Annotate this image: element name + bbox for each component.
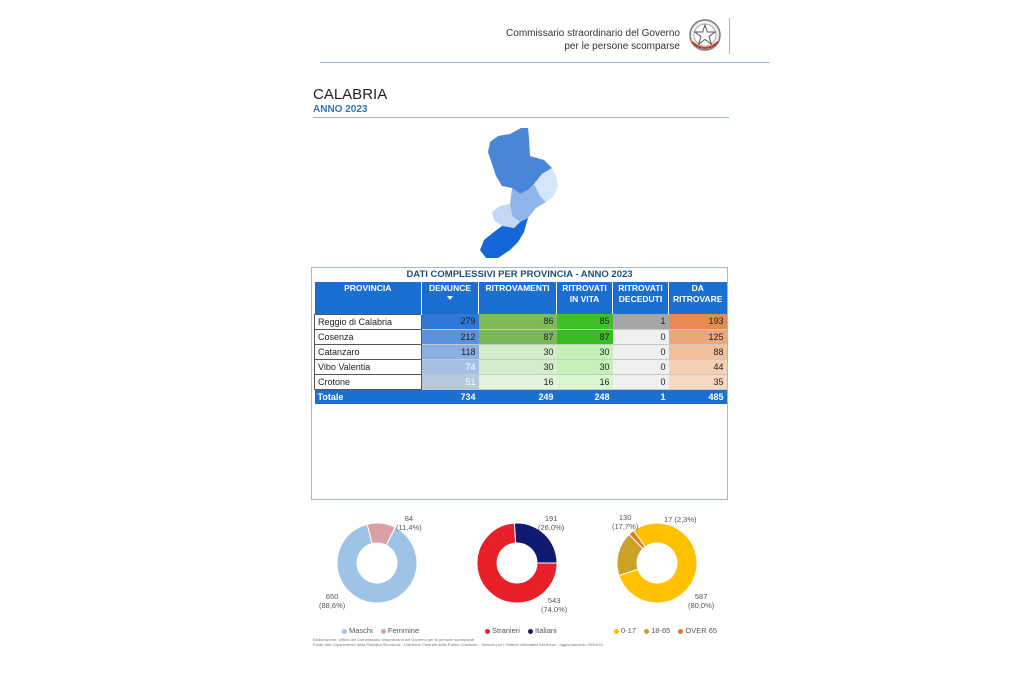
source-note [313,637,603,647]
col-header-provincia [315,282,422,314]
legend-item-stranieri [485,626,520,635]
cell-ritrovamenti: 30 [479,344,557,359]
cell-total-ritrovamenti: 249 [479,389,557,404]
organization-name-line1: Commissario straordinario del Governo [506,28,680,39]
age-0-17-value: 587 [694,592,708,601]
year-subtitle: ANNO 2023 [313,104,368,115]
col-header-ritrovati-in-vita [557,282,613,314]
legend-item-over-65 [678,626,717,635]
legend-swatch-femmine [381,629,386,634]
nationality-donut-chart [473,523,561,603]
italian-republic-emblem-icon [688,18,722,52]
calabria-provinces-map [474,124,566,262]
legend-swatch-18-65 [644,629,649,634]
age-0-17-data-label [688,592,714,610]
col-header-provincia-label: PROVINCIA [344,283,392,293]
cell-denunce: 74 [422,359,479,374]
cell-deceduti: 0 [613,374,669,389]
legend-item-italiani [528,626,557,635]
cell-da-ritrovare: 125 [669,329,727,344]
cell-deceduti: 0 [613,344,669,359]
cell-ritrovamenti: 30 [479,359,557,374]
cell-deceduti: 1 [613,314,669,329]
cell-total-da-ritrovare: 485 [669,389,727,404]
cell-in-vita: 16 [557,374,613,389]
nationality-stranieri-value: 543 [547,596,561,605]
cell-denunce: 118 [422,344,479,359]
table-title: DATI COMPLESSIVI PER PROVINCIA - ANNO 2023 [406,269,633,280]
cell-denunce: 51 [422,374,479,389]
age-over-65-value: 17 (2,3%) [664,515,697,524]
cell-denunce: 279 [422,314,479,329]
col-header-da-ritrovare-label: DA RITROVARE [673,283,723,304]
title-divider [313,117,729,118]
legend-swatch-stranieri [485,629,490,634]
cell-in-vita: 30 [557,359,613,374]
col-header-da-ritrovare [669,282,727,314]
age-18-65-data-label [612,513,638,531]
table-total-row [315,389,727,404]
source-note-line1: Elaborazione: Ufficio del Commissario straordinario del Governo per le persone scomparse [313,637,475,642]
source-note-line2: Fonte dati: Dipartimento della Pubblica Sicurezza - Direzione Centrale della Polizia Criminale - Servizio per i Sistemi Informativi Interforze - aggiornamento 29/04/24 [313,642,603,647]
age-18-65-value: 130 [618,513,632,522]
cell-denunce: 212 [422,329,479,344]
col-header-ritrovamenti [479,282,557,314]
sort-descending-icon[interactable] [447,296,453,300]
nationality-stranieri-percent: (74,0%) [541,605,568,614]
organization-name [470,27,680,53]
cell-provincia: Catanzaro [315,344,422,359]
cell-in-vita: 85 [557,314,613,329]
legend-label-femmine: Femmine [387,626,420,635]
cell-da-ritrovare: 193 [669,314,727,329]
gender-donut-chart [333,523,421,603]
cell-total-denunce: 734 [422,389,479,404]
col-header-ritrovati-deceduti-label: RITROVATI DECEDUTI [618,283,663,304]
legend-item-femmine [381,626,419,635]
age-over-65-data-label [664,515,697,524]
header-divider [320,62,770,63]
age-18-65-percent: (17,7%) [612,522,639,531]
organization-name-line2: per le persone scomparse [564,41,680,52]
gender-legend [342,626,425,635]
legend-item-maschi [342,626,373,635]
cell-provincia: Reggio di Calabria [315,314,422,329]
cell-total-label: Totale [315,389,422,404]
cell-da-ritrovare: 88 [669,344,727,359]
legend-label-maschi: Maschi [349,626,373,635]
gender-female-value: 84 [404,514,414,523]
table-row [315,344,727,359]
col-header-ritrovamenti-label: RITROVAMENTI [485,283,550,293]
cell-da-ritrovare: 35 [669,374,727,389]
legend-item-0-17 [614,626,636,635]
col-header-denunce[interactable] [422,282,479,314]
gender-female-data-label [396,514,422,532]
gender-male-value: 650 [325,592,339,601]
cell-provincia: Vibo Valentia [315,359,422,374]
cell-deceduti: 0 [613,359,669,374]
col-header-denunce-label: DENUNCE [428,283,472,293]
legend-swatch-over-65 [678,629,683,634]
cell-ritrovamenti: 16 [479,374,557,389]
age-0-17-percent: (80,0%) [688,601,715,610]
table-header-row [315,282,727,314]
cell-provincia: Crotone [315,374,422,389]
table-row [315,359,727,374]
legend-swatch-maschi [342,629,347,634]
table-row [315,329,727,344]
col-header-ritrovati-in-vita-label: RITROVATI IN VITA [562,283,607,304]
gender-female-percent: (11,4%) [396,523,422,532]
col-header-ritrovati-deceduti [613,282,669,314]
legend-label-stranieri: Stranieri [492,626,520,635]
cell-deceduti: 0 [613,329,669,344]
cell-ritrovamenti: 87 [479,329,557,344]
cell-ritrovamenti: 86 [479,314,557,329]
legend-swatch-0-17 [614,629,619,634]
legend-item-18-65 [644,626,670,635]
nationality-italiani-value: 191 [544,514,558,523]
header-vertical-divider [729,18,730,54]
gender-male-data-label [319,592,345,610]
province-data-table [314,282,727,404]
legend-label-italiani: Italiani [535,626,557,635]
cell-total-deceduti: 1 [613,389,669,404]
nationality-italiani-percent: (26,0%) [538,523,565,532]
age-donut-chart [613,523,701,603]
cell-total-in-vita: 248 [557,389,613,404]
nationality-stranieri-data-label [541,596,567,614]
legend-label-over-65: OVER 65 [685,626,718,635]
cell-da-ritrovare: 44 [669,359,727,374]
legend-label-18-65: 18-65 [651,626,671,635]
legend-swatch-italiani [528,629,533,634]
cell-in-vita: 30 [557,344,613,359]
province-data-panel [311,267,728,500]
region-title: CALABRIA [313,86,388,103]
nationality-italiani-data-label [538,514,564,532]
legend-label-0-17: 0-17 [621,626,637,635]
cell-in-vita: 87 [557,329,613,344]
nationality-legend [485,626,563,635]
table-row [315,314,727,329]
gender-male-percent: (88,6%) [319,601,346,610]
table-row [315,374,727,389]
cell-provincia: Cosenza [315,329,422,344]
age-legend [614,626,723,635]
